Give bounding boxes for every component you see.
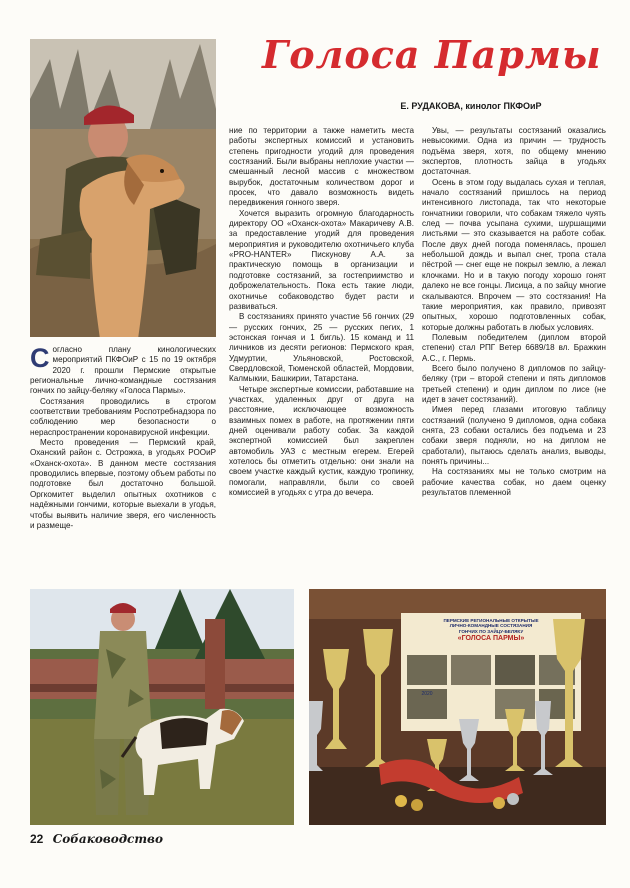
magazine-name: Собаководство xyxy=(52,832,163,846)
page-footer xyxy=(30,832,163,846)
banner-title: «ГОЛОСА ПАРМЫ» xyxy=(457,635,525,643)
paragraph: На состязаниях мы не только смотрим на рабочие качества собак, но даем оценку результатов племенной xyxy=(422,467,606,498)
paragraph: Четыре экспертные комиссии, работавшие на участках, удаленных друг от друга на расстояние, исключающее возможность взаимных помех в работе, на протяжении пяти дней оценивали работу собак. За каждой экспертной комиссией был закреплен автомобиль УАЗ с местным егерем. Егерей хотелось бы отметить отдельно: они знали на своем участке каждый кустик, каждую тропинку, помогали, направляли, были со своей комиссией в угодьях с утра до вечера. xyxy=(229,384,414,498)
paragraph: Состязания проводились в строгом соответствии требованиям Роспотребнадзора по соблюдению мер безопасности о нераспространении коронавирусной инфекции. xyxy=(30,396,216,437)
paragraph: Полевым победителем (диплом второй степени) стал РПГ Ветер 6689/18 вл. Бражкин А.С., г. Пермь. xyxy=(422,332,606,363)
paragraph: Согласно плану кинологических мероприятий ПКФОиР с 15 по 19 октября 2020 г. прошли Пермские открытые региональные лично-командные состязания гончих по зайцу-беляку «Голоса Пармы». xyxy=(30,343,216,396)
paragraph: ние по территории а также наметить места работы экспертных комиссий и установить степень пригодности угодий для проведения состязаний. Были выбраны неплохие участки — смешанный лесной массив с множеством вырубок, достаточным количеством дорог и просек, что давало возможность видеть передвижения гонного зверя. xyxy=(229,126,414,208)
text-column-1 xyxy=(30,345,216,531)
banner-year: 2020 xyxy=(421,691,433,697)
paragraph: Хочется выразить огромную благодарность директору ОО «Оханск-охота» Макаричеву А.В. за предоставление угодий для проведения мероприятия и руководителю охотничьего клуба «PRO-HANTER» Пискунову А.А. за практическую помощь в организации и подготовке состязаний, за гостеприимство и доброжелательность. Пока есть такие люди, охотничье собаководство будет расти и развиваться. xyxy=(229,208,414,311)
banner-heading: ПЕРМСКИЕ РЕГИОНАЛЬНЫЕ ОТКРЫТЫЕ ЛИЧНО-КОМАНДНЫЕ СОСТЯЗАНИЯ ГОНЧИХ ПО ЗАЙЦУ-БЕЛЯКУ «ГОЛОСА ПАРМЫ» xyxy=(407,618,575,643)
text-column-3 xyxy=(422,126,606,498)
paragraph: Имея перед глазами итоговую таблицу состязаний (получено 9 дипломов, одна собака снята, 23 собаки остались без подъема и 23 собаки зверя подняли, но на диплом не сработали), пытаюсь сделать анализ, выводы, понять причины... xyxy=(422,405,606,466)
text-column-2 xyxy=(229,126,414,498)
article-byline: Е. РУДАКОВА, кинолог ПКФОиР xyxy=(400,101,542,111)
article-title: Голоса Пармы xyxy=(262,32,602,77)
paragraph: Место проведения — Пермский край, Оханский район с. Острожка, в угодьях РООиР «Оханск-охота». В данном месте состязания проводились впервые, поэтому объем работы по подготовке был достаточно большой. Оргкомитет выделил опытных охотников с надёжными гончими, которые выехали в угодья, чтобы выявить наличие зверя, его численность и размеще- xyxy=(30,438,216,530)
page-number: 22 xyxy=(30,832,44,846)
paragraph: Осень в этом году выдалась сухая и теплая, начало состязаний пришлось на период интенсивного листопада, так что некоторые гончатники говорили, что собакам тяжело чуять след — почва усыпана сухими, шуршащими листьями — это сказывается на работе собак. После двух дней погода поменялась, прошел небольшой дождь и выпал снег, тропа стала пёстрой — снег еще не покрыл землю, а лежал клочками. Но и в такую погоду хорошо гонят далеко не все гонцы. Лисица, а по зайцу многие скалываются. Впрочем — это состязания! На такие мероприятия, как правило, привозят опытных, хорошо подготовленных собак, которые должны работать в любых условиях. xyxy=(422,177,606,332)
photo-hunter-leading-dog xyxy=(30,589,294,825)
paragraph: Всего было получено 8 дипломов по зайцу-беляку (три – второй степени и пять дипломов третьей степени) и один диплом по лисе (не идет в зачет состязаний). xyxy=(422,363,606,404)
photo-trophies-and-banner xyxy=(309,589,606,825)
drop-cap: С xyxy=(30,343,50,373)
paragraph: Увы, — результаты состязаний оказались невысокими. Одна из причин — трудность подъёма зверя, хотя, по общему мнению экспертов, плотность зайца в угодьях достаточная. xyxy=(422,126,606,177)
paragraph: В состязаниях принято участие 56 гончих (29 — русских гончих, 25 — русских пегих, 1 эстонская гончая и 1 бигль). 15 команд и 11 личников из десяти регионов: Пермского края, Удмуртии, Ульяновской, Ростовской, Свердловской, Тюменской областей, Мордовии, Калмыкии, Башкирии, Татарстана. xyxy=(229,312,414,384)
photo-hunter-with-hound xyxy=(30,39,216,337)
